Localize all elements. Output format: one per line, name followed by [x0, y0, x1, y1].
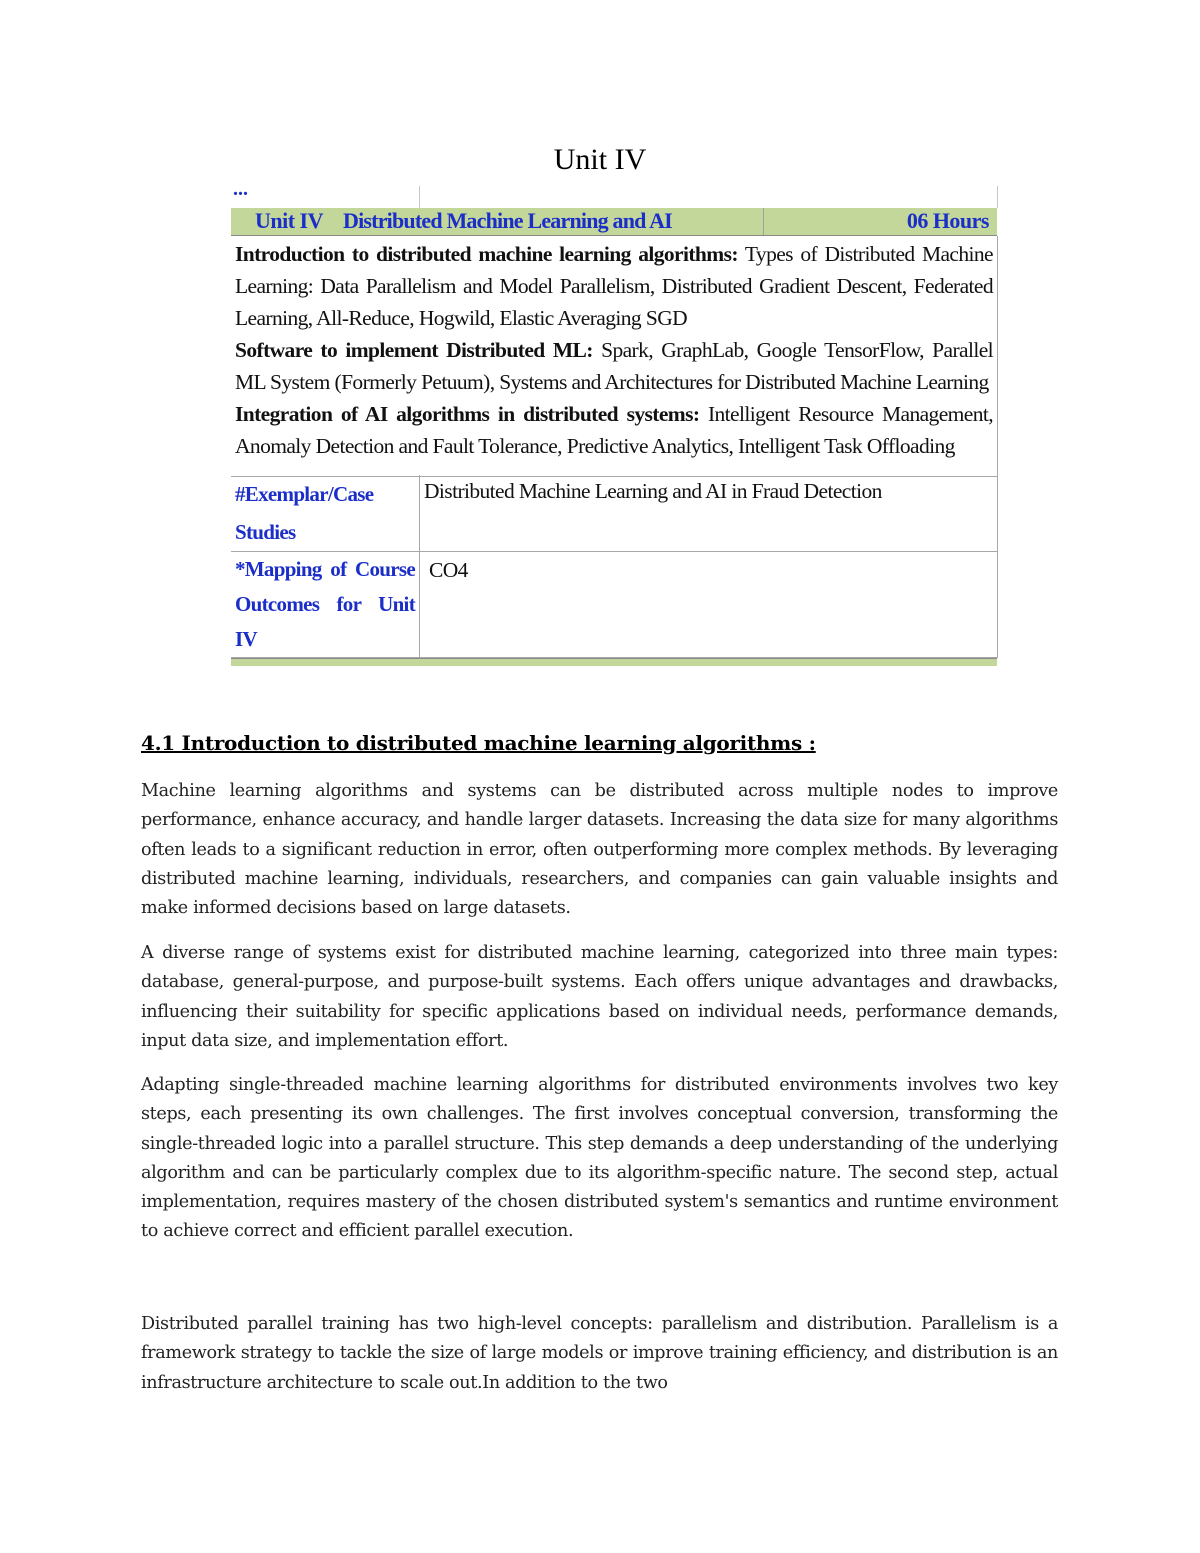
- topic-item: [235, 398, 993, 462]
- topic-text: Intelligent Resource Management, Anomaly Detection and Fault Tolerance, Predictive Analytics, Intelligent Task Offloading: [235, 402, 993, 458]
- syllabus-table-image: [231, 178, 997, 665]
- topic-text: Types of Distributed Machine Learning: Data Parallelism and Model Parallelism, Distributed Gradient Descent, Federated Learning, All-Reduce, Hogwild, Elastic Averaging SGD: [235, 242, 993, 330]
- topic-heading: Introduction to distributed machine learning algorithms:: [235, 242, 738, 266]
- table-top-stub: [231, 178, 998, 208]
- table-header-row: [231, 208, 997, 236]
- table-stub-text: ...: [233, 178, 248, 200]
- table-footer-band: [231, 658, 997, 666]
- mapping-label: *Mapping of Course Outcomes for Unit IV: [235, 557, 415, 651]
- mapping-value: CO4: [429, 558, 468, 582]
- table-header-unit: Unit IV: [255, 208, 324, 233]
- table-topics-cell: [231, 236, 998, 477]
- table-header-title: Distributed Machine Learning and AI: [343, 208, 672, 233]
- table-header-hours: 06 Hours: [906, 208, 989, 233]
- page-title: Unit IV: [553, 143, 647, 176]
- body-paragraph: Adapting single-threaded machine learning algorithms for distributed environments involves two key steps, each presenting its own challenges. The first involves conceptual conversion, transforming the single-threaded logic into a parallel structure. This step demands a deep understanding of the underlying algorithm and can be particularly complex due to its algorithm-specific nature. The second step, actual implementation, requires mastery of the chosen distributed system's semantics and runtime environment to achieve correct and efficient parallel execution.: [141, 1075, 1058, 1242]
- table-exemplar-row: [231, 475, 998, 552]
- topic-heading: Integration of AI algorithms in distributed systems:: [235, 402, 700, 426]
- body-paragraph: A diverse range of systems exist for distributed machine learning, categorized into three main types: database, general-purpose, and purpose-built systems. Each offers unique advantages and drawbacks, influencing their suitability for specific applications based on individual needs, performance demands, input data size, and implementation effort.: [141, 943, 1058, 1051]
- topic-item: [235, 238, 993, 334]
- topic-item: [235, 334, 993, 398]
- exemplar-label: #Exemplar/Case Studies: [235, 482, 374, 544]
- section-heading: 4.1 Introduction to distributed machine learning algorithms :: [141, 731, 816, 755]
- body-paragraph: Machine learning algorithms and systems can be distributed across multiple nodes to improve performance, enhance accuracy, and handle larger datasets. Increasing the data size for many algorithms often leads to a significant reduction in error, often outperforming more complex methods. By leveraging distributed machine learning, individuals, researchers, and companies can gain valuable insights and make informed decisions based on large datasets.: [141, 781, 1058, 919]
- topic-text: Spark, GraphLab, Google TensorFlow, Parallel ML System (Formerly Petuum), Systems and Architectures for Distributed Machine Learning: [235, 338, 994, 394]
- topic-heading: Software to implement Distributed ML:: [235, 338, 593, 362]
- exemplar-value: Distributed Machine Learning and AI in Fraud Detection: [424, 479, 882, 503]
- body-paragraph: Distributed parallel training has two high-level concepts: parallelism and distribution. Parallelism is a framework strategy to tackle the size of large models or improve training efficiency, and distribution is an infrastructure architecture to scale out.In addition to the two: [141, 1314, 1058, 1393]
- table-mapping-row: [231, 552, 998, 658]
